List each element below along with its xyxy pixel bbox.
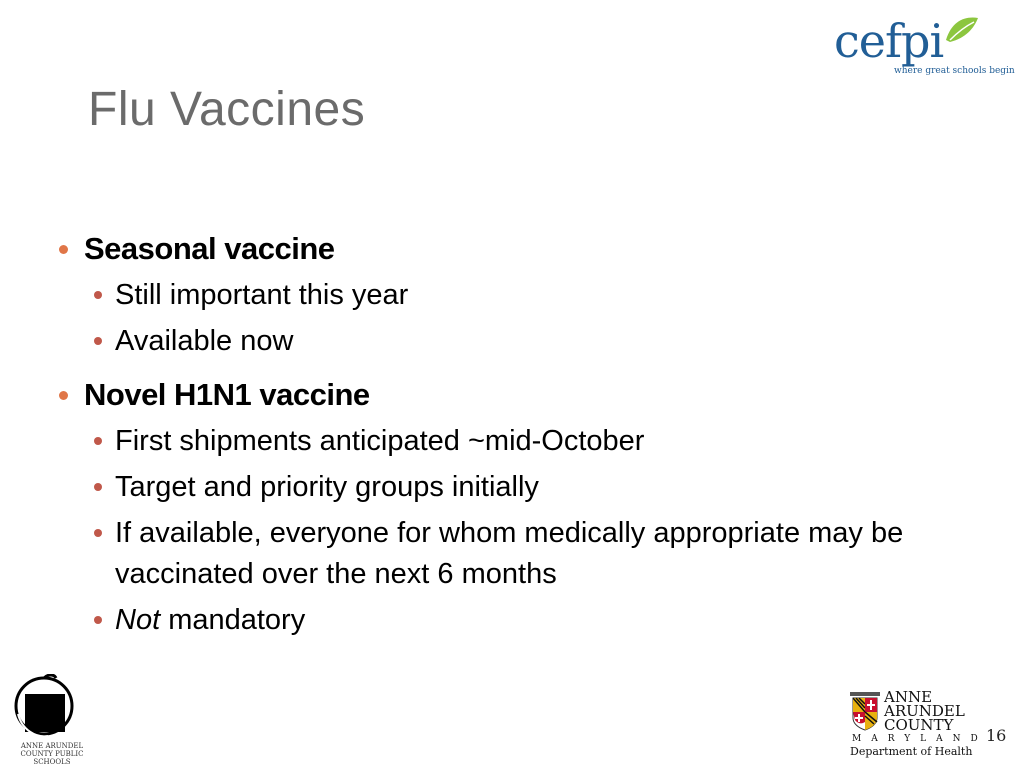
bullet-list (56, 228, 1006, 641)
emphasis-not: Not (115, 604, 161, 636)
maryland-flag-shield-icon (850, 692, 880, 732)
mandatory-text: mandatory (160, 604, 306, 636)
cefpi-tagline: where great schools begin (894, 66, 1015, 76)
aacps-name (8, 742, 96, 766)
page-number: 16 (986, 726, 1007, 745)
slide-title: Flu Vaccines (88, 83, 366, 136)
sub-bullet: Target and priority groups initially (88, 467, 1006, 508)
aacps-name-line1: ANNE ARUNDEL (20, 742, 84, 750)
aacps-logo (8, 674, 96, 764)
health-county-name (884, 690, 965, 732)
health-department: Department of Health (850, 745, 973, 758)
health-department-logo (848, 688, 988, 764)
sub-bullet-not-mandatory (88, 600, 1006, 641)
health-line3: COUNTY (884, 716, 954, 734)
apple-emblem-icon (8, 674, 96, 742)
health-line2: ARUNDEL (884, 702, 965, 720)
sub-bullet: First shipments anticipated ~mid-October (88, 421, 1006, 462)
cefpi-leaf-icon (944, 14, 980, 44)
cefpi-wordmark: cefpi (834, 14, 944, 68)
sub-bullet: If available, everyone for whom medically appropriate may be vaccinated over the next 6 months (88, 513, 1006, 595)
bullet-h1n1-vaccine: Novel H1N1 vaccine (56, 374, 1006, 416)
bullet-seasonal-vaccine: Seasonal vaccine (56, 228, 1006, 270)
health-line1: ANNE (884, 688, 933, 706)
cefpi-logo (834, 2, 1024, 84)
health-state: MARYLAND (852, 734, 988, 744)
aacps-name-line2: COUNTY PUBLIC SCHOOLS (20, 750, 84, 766)
sub-bullet: Still important this year (88, 275, 1006, 316)
sub-bullet: Available now (88, 321, 1006, 362)
